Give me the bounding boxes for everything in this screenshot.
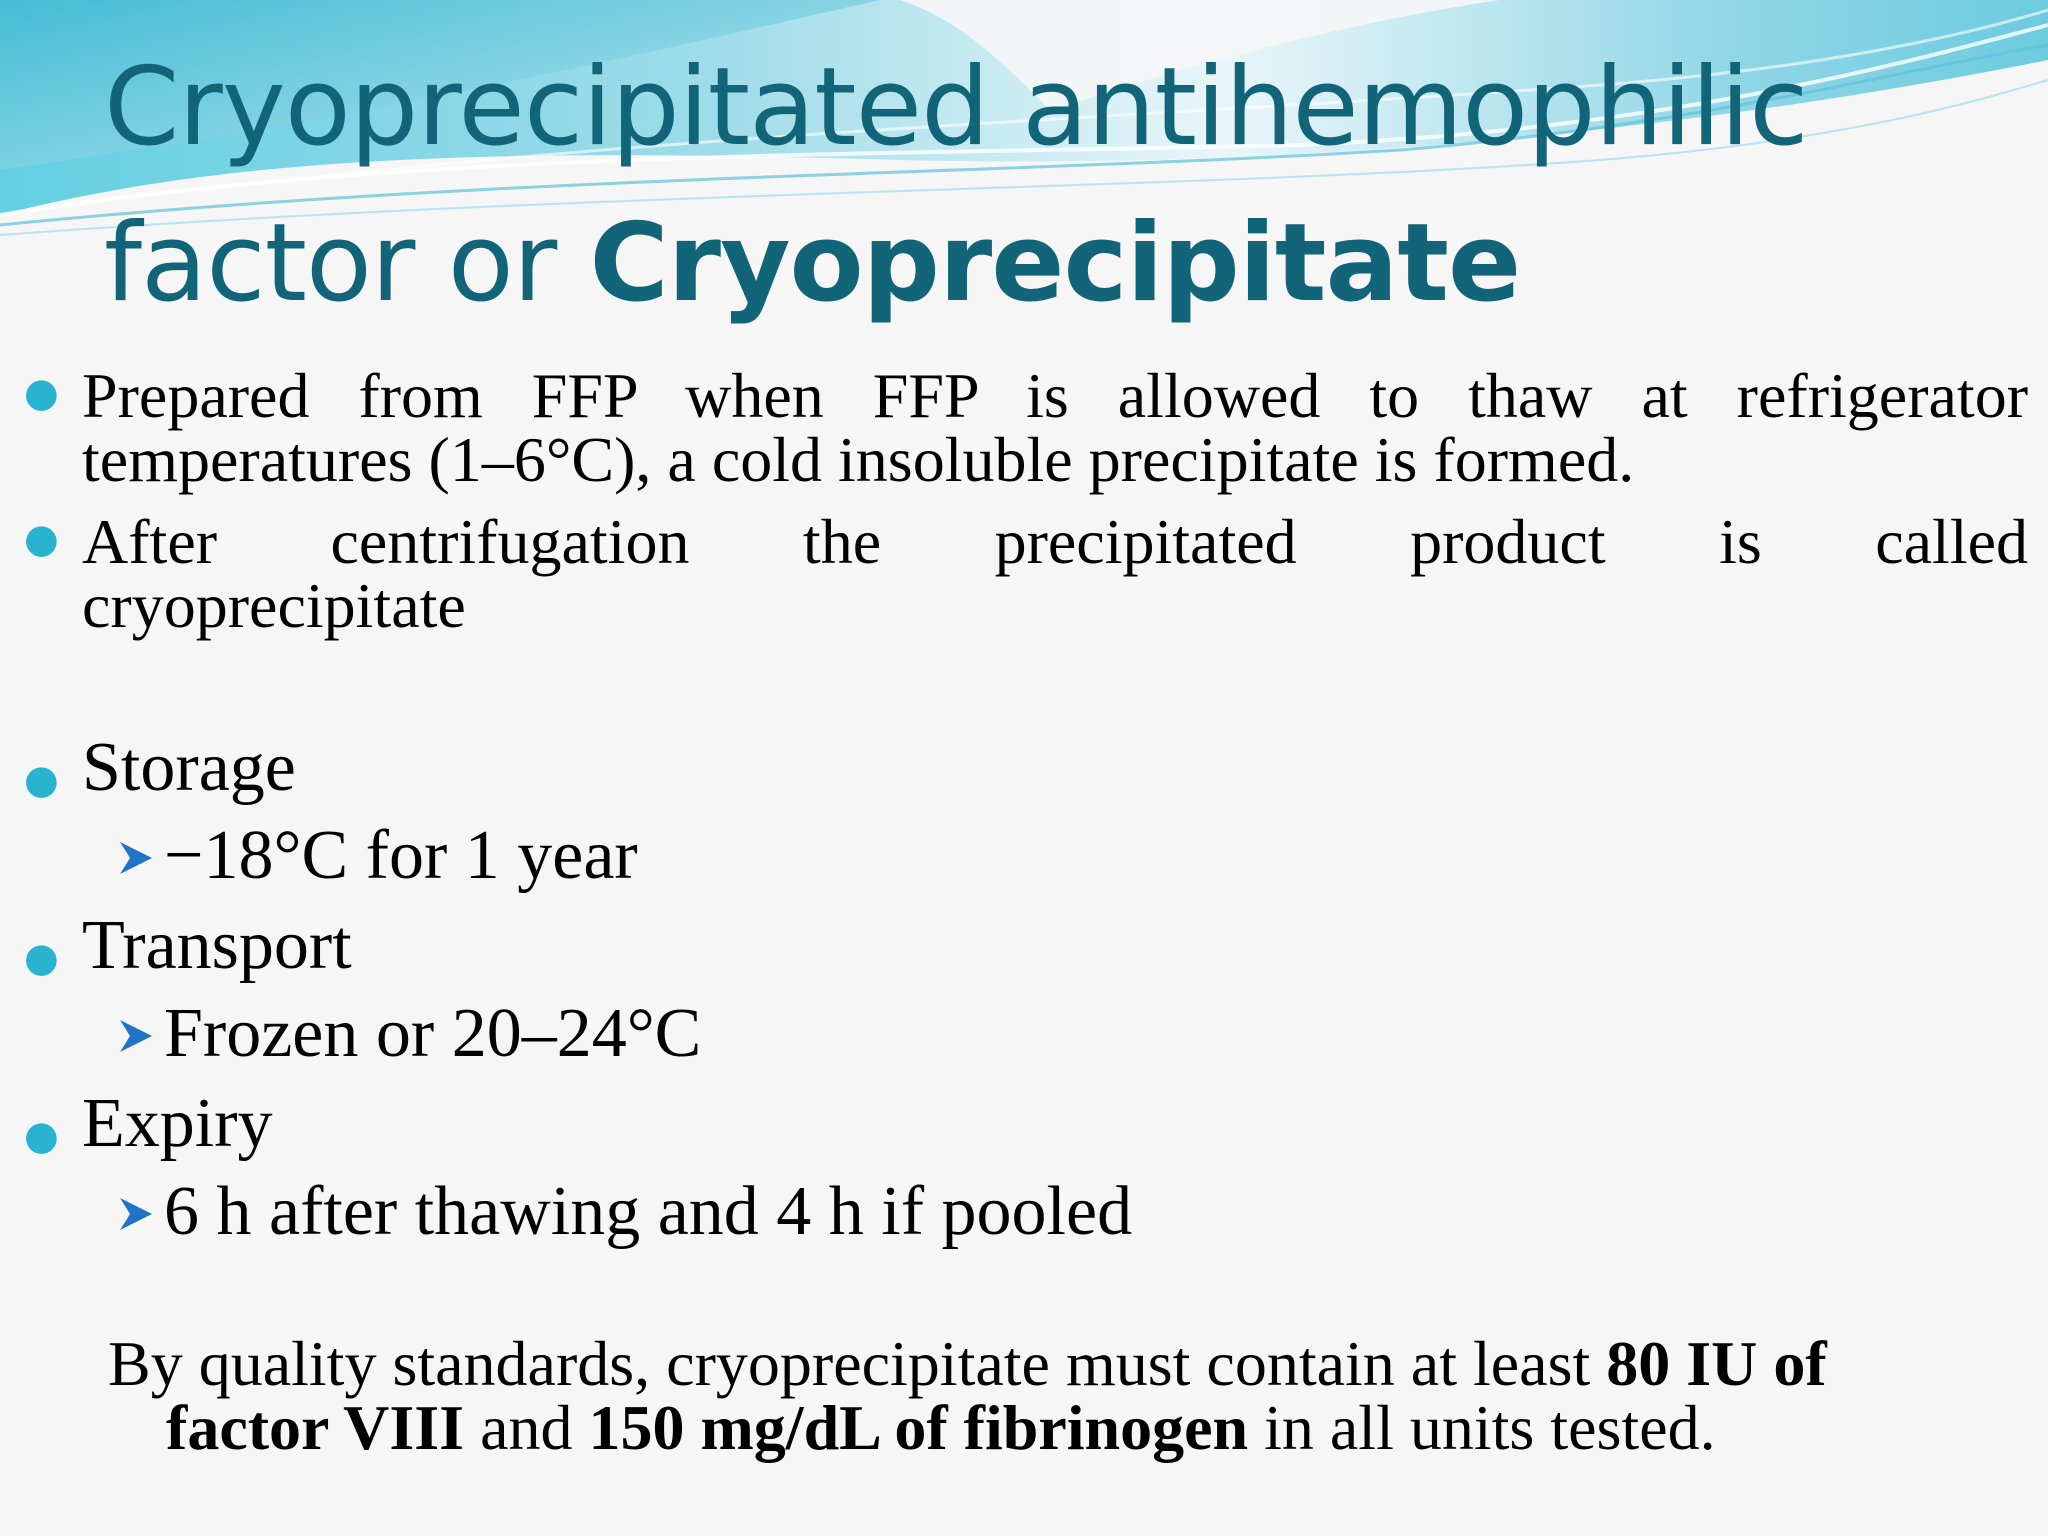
prepared-line-1: Prepared from FFP when FFP is allowed to thaw at refrigerator xyxy=(82,360,2028,431)
prepared-line-2: temperatures (1–6°C), a cold insoluble precipitate is formed. xyxy=(82,424,1635,495)
after-line-2: cryoprecipitate xyxy=(82,570,466,641)
expiry-value: 6 h after thawing and 4 h if pooled xyxy=(164,1173,1133,1250)
note-bold-fibrinogen: 150 mg/dL of fibrinogen xyxy=(588,1392,1249,1463)
round-bullet-icon: ● xyxy=(24,935,59,981)
storage-value: −18°C for 1 year xyxy=(164,817,638,894)
note-line-2 xyxy=(108,1392,1988,1463)
after-line-1: After centrifugation the precipitated product is called xyxy=(82,506,2028,577)
transport-value: Frozen or 20–24°C xyxy=(164,995,702,1072)
note-text-d: and xyxy=(464,1392,589,1463)
quality-standards-note xyxy=(108,1328,1988,1463)
title-bold-term: Cryoprecipitate xyxy=(589,201,1521,326)
round-bullet-icon: ● xyxy=(24,516,59,562)
round-bullet-icon: ● xyxy=(24,1113,59,1159)
note-bold-factor-amount: 80 IU of xyxy=(1606,1328,1827,1399)
round-bullet-icon: ● xyxy=(24,757,59,803)
title-line-2-prefix: factor or xyxy=(104,201,590,326)
arrow-bullet-icon xyxy=(116,838,156,878)
note-text-f: in all units tested. xyxy=(1248,1392,1716,1463)
note-text-a: By quality standards, cryoprecipitate must contain at least xyxy=(108,1328,1607,1399)
title-line-1: Cryoprecipitated antihemophilic xyxy=(104,45,1808,170)
arrow-bullet-icon xyxy=(116,1194,156,1234)
round-bullet-icon: ● xyxy=(24,370,59,416)
list-item-transport xyxy=(24,906,2028,986)
slide-title xyxy=(104,30,2004,342)
arrow-bullet-icon xyxy=(116,1016,156,1056)
list-item-after xyxy=(24,506,2028,641)
list-item-storage xyxy=(24,728,2028,808)
storage-label: Storage xyxy=(82,729,296,806)
expiry-label: Expiry xyxy=(82,1085,273,1162)
list-item-prepared xyxy=(24,360,2028,495)
list-item-expiry xyxy=(24,1084,2028,1164)
transport-label: Transport xyxy=(82,907,352,984)
note-bold-factor: factor VIII xyxy=(166,1392,465,1463)
